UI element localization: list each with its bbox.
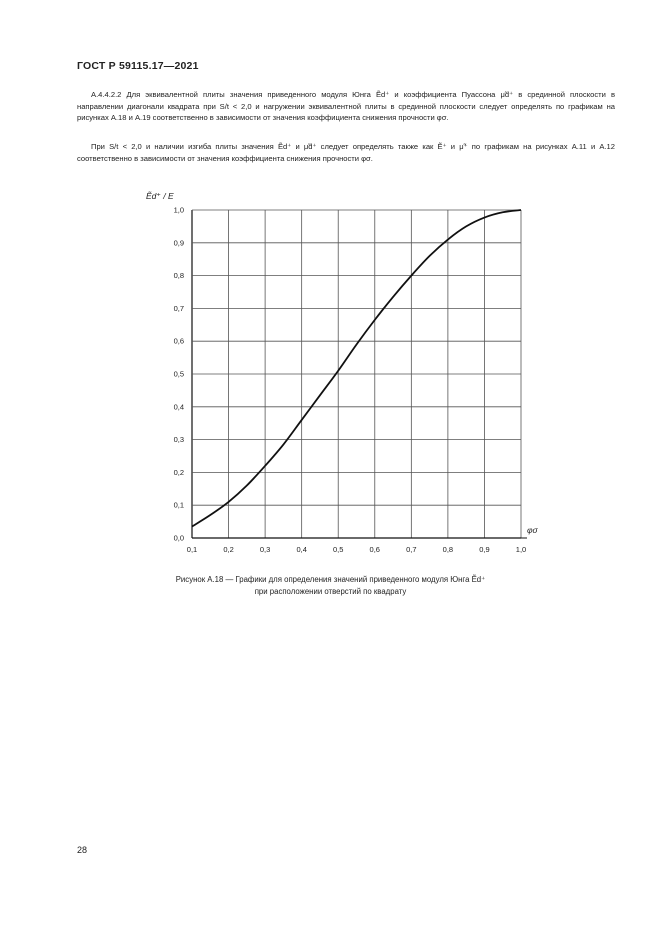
paragraph-1: А.4.4.2.2 Для эквивалентной плиты значения приведенного модуля Юнга Ẽd⁺ и коэффициента Пуассона μ̃d⁺ в срединной плоскости в направлении диагонали квадрата при S/t < 2,0 и нагружении эквивалентной плиты в срединной плоскости следует определять по графикам на рисунках А.18 и А.19 соответственно в зависимости от значения коэффициента снижения прочности φσ.: [77, 90, 615, 123]
y-tick-label: 1,0: [173, 205, 184, 215]
y-axis-label: Ẽd⁺ / E: [146, 191, 174, 201]
x-tick-label: 0,6: [369, 545, 380, 554]
x-axis-label: φσ: [527, 525, 538, 535]
chart-ticks: [174, 206, 527, 555]
x-tick-label: 0,3: [259, 545, 271, 554]
x-tick-label: 0,1: [186, 545, 198, 554]
x-tick-label: 0,7: [406, 545, 417, 554]
x-tick-label: 0,9: [479, 545, 490, 554]
y-tick-label: 0,6: [173, 336, 184, 346]
caption-line-2: при расположении отверстий по квадрату: [254, 587, 407, 596]
paragraph-2: При S/t < 2,0 и наличии изгиба плиты значения Ẽd⁺ и μ̃d⁺ следует определять также как Ẽ⁺ и μ̃⁺ по графикам на рисунках А.11 и А.12 соответственно в зависимости от значения коэффициента снижения прочности φσ.: [77, 142, 615, 163]
x-tick-label: 0,5: [333, 545, 344, 554]
caption-line-1: Рисунок А.18 — Графики для определения значений приведенного модуля Юнга Ẽd⁺: [175, 575, 486, 584]
x-tick-label: 1,0: [515, 545, 527, 554]
document-header: ГОСТ Р 59115.17—2021: [77, 60, 199, 72]
y-tick-label: 0,2: [173, 467, 184, 477]
y-tick-label: 0,9: [173, 238, 184, 248]
y-tick-label: 0,3: [173, 435, 184, 445]
y-tick-label: 0,8: [173, 271, 184, 281]
chart: [140, 185, 560, 565]
y-tick-label: 0,7: [173, 303, 184, 313]
series-curve: [192, 210, 521, 527]
x-tick-label: 0,8: [442, 545, 454, 554]
figure-caption: [0, 574, 661, 598]
y-tick-label: 0,5: [173, 369, 184, 379]
page-number: 28: [77, 845, 88, 855]
y-tick-label: 0,4: [173, 402, 184, 412]
x-tick-label: 0,4: [296, 545, 307, 554]
y-tick-label: 0,1: [173, 500, 184, 510]
y-tick-label: 0,0: [173, 533, 184, 543]
x-tick-label: 0,2: [223, 545, 234, 554]
